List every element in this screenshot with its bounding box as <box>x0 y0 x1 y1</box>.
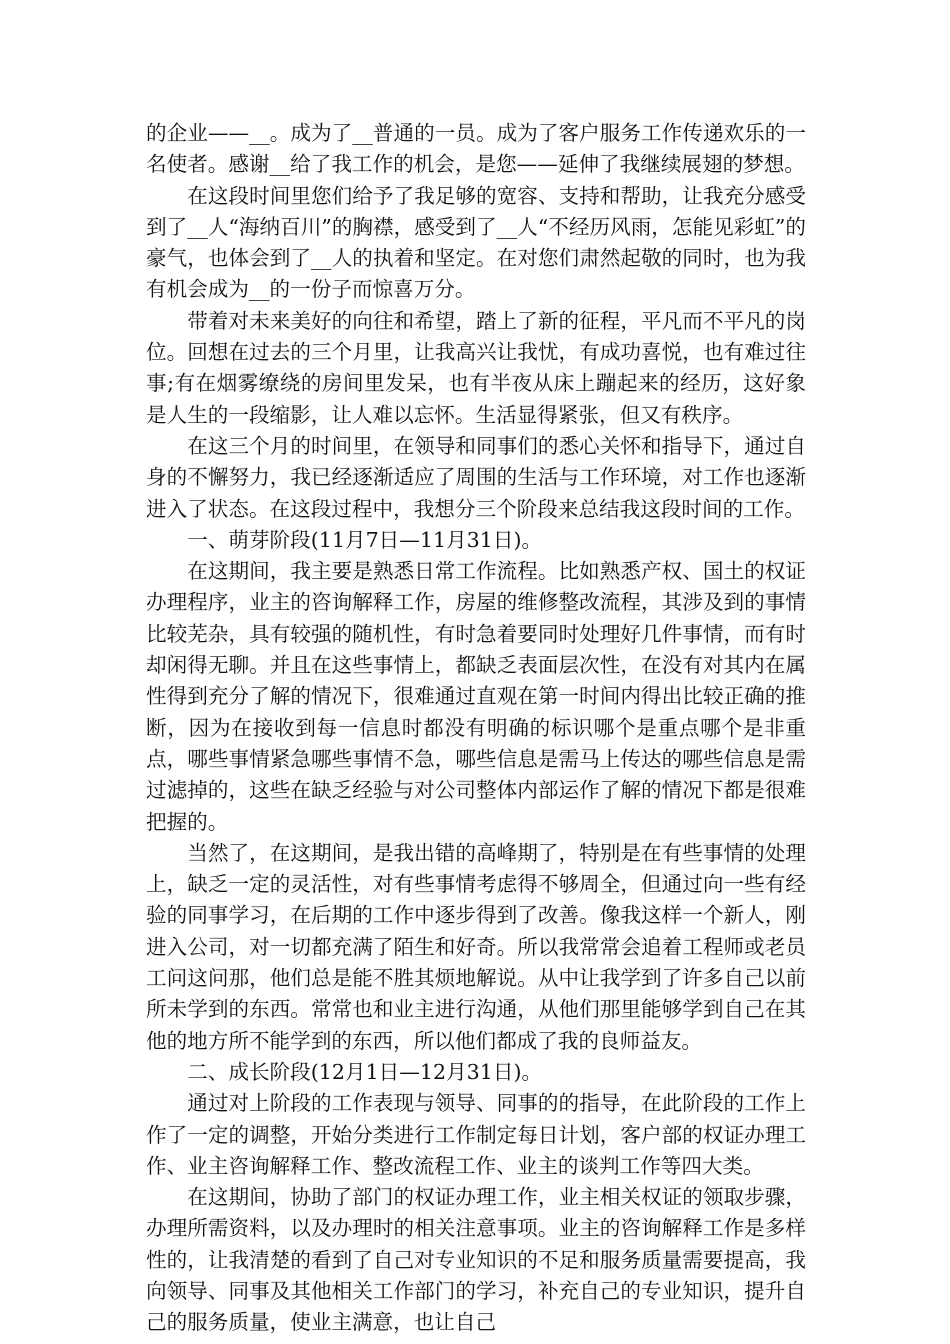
section-heading-growth-stage: 二、成长阶段(12月1日—12月31日)。 <box>187 1059 543 1084</box>
paragraph-6: 在这期间，我主要是熟悉日常工作流程。比如熟悉产权、国土的权证办理程序，业主的咨询解释工作，房屋的维修整改流程，其涉及到的事情比较芜杂，具有较强的随机性，有时急着要同时处理好几件事情，而有时却闲得无聊。并且在这些事情上，都缺乏表面层次性，在没有对其内在属性得到充分了解的情况下，很难通过直观在第一时间内得出比较正确的推断，因为在接收到每一信息时都没有明确的标识哪个是重点哪个是非重点，哪些事情紧急哪些事情不急，哪些信息是需马上传达的哪些信息是需过滤掉的，这些在缺乏经验与对公司整体内部运作了解的情况下都是很难把握的。 <box>146 559 806 834</box>
section-heading-sprout-stage: 一、萌芽阶段(11月7日—11月31日)。 <box>187 527 543 552</box>
paragraph-1: 的企业——__。成为了__普通的一员。成为了客户服务工作传递欢乐的一名使者。感谢__给了我工作的机会，是您——延伸了我继续展翅的梦想。 <box>146 121 806 177</box>
paragraph-3: 带着对未来美好的向往和希望，踏上了新的征程，平凡而不平凡的岗位。回想在过去的三个月里，让我高兴让我忧，有成功喜悦，也有难过往事;有在烟雾缭绕的房间里发呆，也有半夜从床上蹦起来的经历，这好象是人生的一段缩影，让人难以忘怀。生活显得紧张，但又有秩序。 <box>146 308 806 427</box>
paragraph-9: 通过对上阶段的工作表现与领导、同事的的指导，在此阶段的工作上作了一定的调整，开始分类进行工作制定每日计划，客户部的权证办理工作、业主咨询解释工作、整改流程工作、业主的谈判工作等四大类。 <box>146 1091 806 1178</box>
paragraph-10: 在这期间，协助了部门的权证办理工作，业主相关权证的领取步骤，办理所需资料，以及办理时的相关注意事项。业主的咨询解释工作是多样性的，让我清楚的看到了自己对专业知识的不足和服务质量需要提高，我向领导、同事及其他相关工作部门的学习，补充自己的专业知识，提升自己的服务质量，使业主满意，也让自己 <box>146 1185 806 1335</box>
paragraph-4: 在这三个月的时间里，在领导和同事们的悉心关怀和指导下，通过自身的不懈努力，我已经逐渐适应了周围的生活与工作环境，对工作也逐渐进入了状态。在这段过程中，我想分三个阶段来总结我这段时间的工作。 <box>146 433 806 521</box>
paragraph-2: 在这段时间里您们给予了我足够的宽容、支持和帮助，让我充分感受到了__人“海纳百川”的胸襟，感受到了__人“不经历风雨，怎能见彩虹”的豪气，也体会到了__人的执着和坚定。在对您们肃然起敬的同时，也为我有机会成为__的一份子而惊喜万分。 <box>146 183 806 302</box>
document-page <box>146 118 806 1339</box>
paragraph-7: 当然了，在这期间，是我出错的高峰期了，特别是在有些事情的处理上，缺乏一定的灵活性，对有些事情考虑得不够周全，但通过向一些有经验的同事学习，在后期的工作中逐步得到了改善。像我这样一个新人，刚进入公司，对一切都充满了陌生和好奇。所以我常常会追着工程师或老员工问这问那，他们总是能不胜其烦地解说。从中让我学到了许多自己以前所未学到的东西。常常也和业主进行沟通，从他们那里能够学到自己在其他的地方所不能学到的东西，所以他们都成了我的良师益友。 <box>146 840 806 1053</box>
